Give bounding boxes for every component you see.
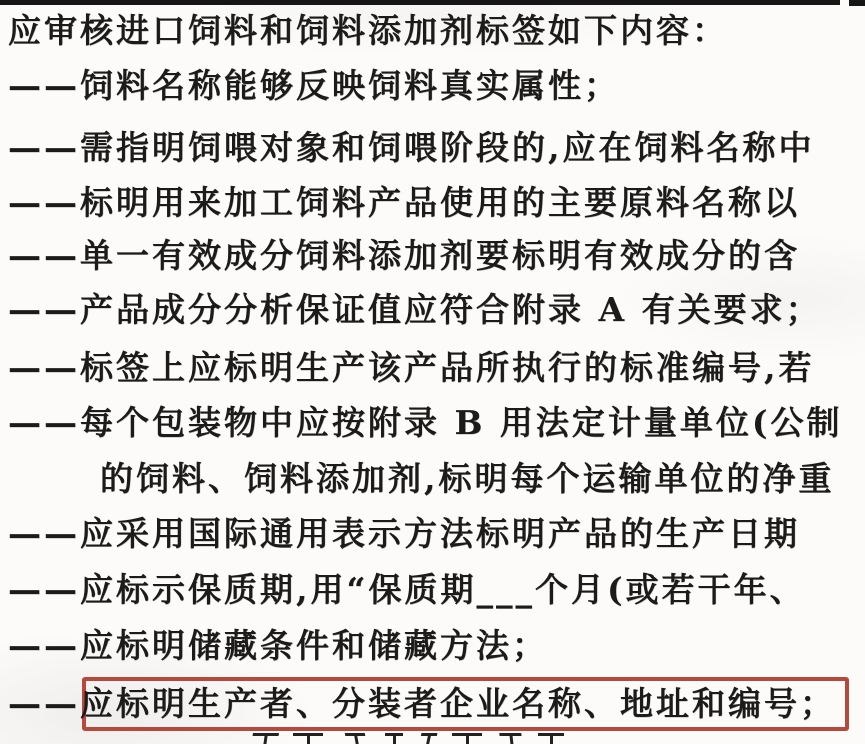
glyph-top-fragment bbox=[345, 733, 367, 744]
list-item-line: ——标签上应标明生产该产品所执行的标准编号,若 bbox=[8, 348, 815, 387]
list-item-line: ——需指明饲喂对象和饲喂阶段的,应在饲料名称中 bbox=[8, 128, 815, 167]
glyph-top-fragment bbox=[499, 733, 522, 744]
list-item-line: ——应标明储藏条件和储藏方法； bbox=[8, 626, 548, 665]
glyph-top-fragment bbox=[538, 733, 564, 744]
glyph-top-fragment bbox=[251, 733, 279, 744]
list-item-line: ——单一有效成分饲料添加剂要标明有效成分的含 bbox=[8, 236, 800, 275]
glyph-top-fragment bbox=[293, 733, 323, 744]
highlighted-line: ——应标明生产者、分装者企业名称、地址和编号； bbox=[8, 684, 836, 723]
list-item-line: ——应采用国际通用表示方法标明产品的生产日期 bbox=[8, 514, 800, 553]
list-item-line: ——每个包装物中应按附录 B 用法定计量单位(公制 bbox=[8, 403, 843, 442]
list-item-continuation-line: 的饲料、饲料添加剂,标明每个运输单位的净重 bbox=[100, 459, 835, 498]
list-item-line: ——标明用来加工饲料产品使用的主要原料名称以 bbox=[8, 183, 800, 222]
scan-edge-artifact bbox=[849, 0, 865, 6]
scan-edge-artifact bbox=[0, 0, 840, 5]
glyph-top-fragment bbox=[385, 733, 403, 744]
list-item-line: ——产品成分分析保证值应符合附录 A 有关要求； bbox=[8, 290, 822, 329]
glyph-top-fragment bbox=[452, 733, 482, 744]
list-item-line: ——应标示保质期,用“保质期___个月(或若干年、 bbox=[8, 570, 806, 609]
glyph-top-fragment bbox=[419, 733, 438, 744]
intro-line: 应审核进口饲料和饲料添加剂标签如下内容： bbox=[8, 11, 728, 50]
list-item-line: ——饲料名称能够反映饲料真实属性； bbox=[8, 66, 620, 105]
